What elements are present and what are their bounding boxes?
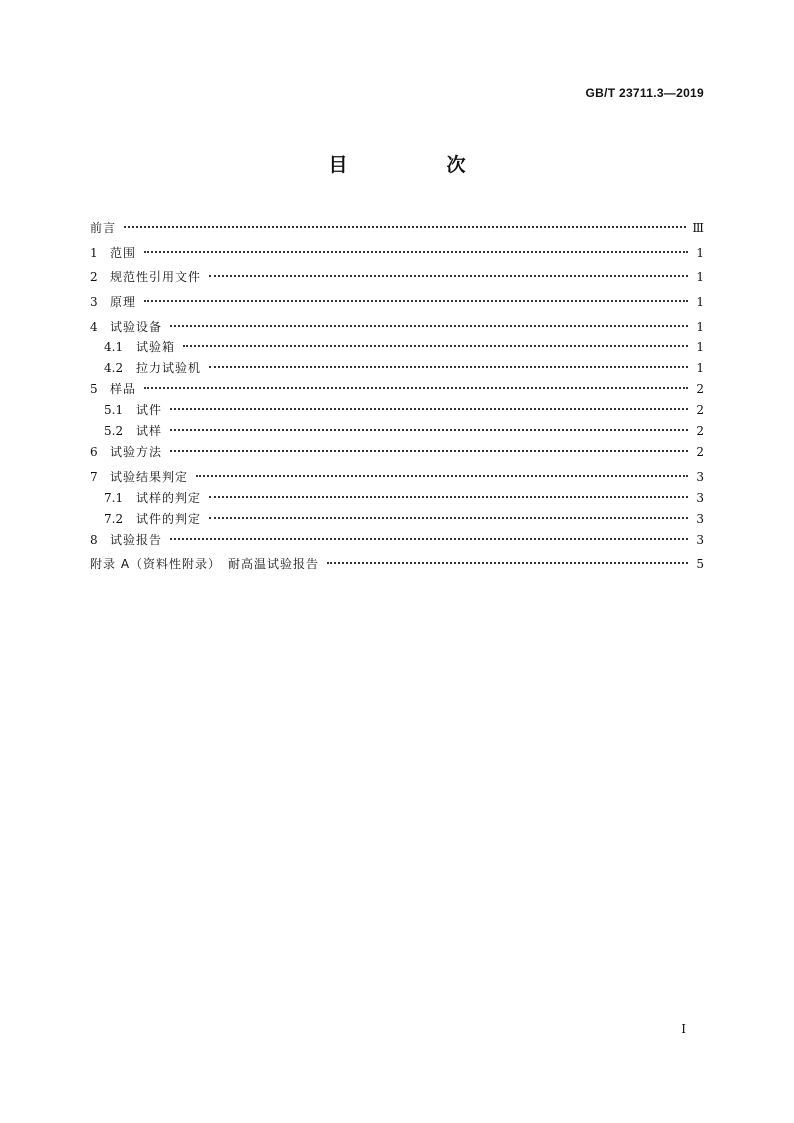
toc-entry-page: 1 bbox=[696, 270, 704, 285]
toc-entry-page: 1 bbox=[696, 319, 704, 334]
toc-entry-label: 规范性引用文件 bbox=[110, 270, 202, 285]
toc-entry-label: 附录 A（资料性附录） 耐高温试验报告 bbox=[90, 557, 320, 572]
toc-leader-dots bbox=[170, 394, 688, 410]
toc-entry-page: Ⅲ bbox=[692, 221, 704, 235]
toc-entry-page: 3 bbox=[696, 469, 704, 484]
toc-entry-label: 试样 bbox=[136, 424, 163, 439]
toc-entry-label: 试验设备 bbox=[110, 319, 163, 334]
toc-leader-dots bbox=[196, 461, 688, 477]
toc-entry-number: 5 bbox=[90, 382, 98, 397]
toc-entry-number: 4 bbox=[90, 319, 98, 334]
toc-leader-dots bbox=[144, 237, 688, 253]
toc-entry-label: 试验箱 bbox=[136, 340, 176, 355]
toc-entry-number: 1 bbox=[90, 245, 98, 260]
toc-entry-page: 2 bbox=[696, 403, 704, 418]
toc-entry-number: 6 bbox=[90, 445, 98, 460]
toc-entry-number: 5.2 bbox=[104, 424, 124, 439]
toc-entry-label: 样品 bbox=[110, 382, 137, 397]
toc-entry-page: 3 bbox=[696, 511, 704, 526]
toc-entry-page: 2 bbox=[696, 382, 704, 397]
toc-entry-number: 3 bbox=[90, 295, 98, 310]
toc-entry-number: 7 bbox=[90, 469, 98, 484]
toc-leader-dots bbox=[209, 503, 688, 519]
toc-entry-number: 8 bbox=[90, 532, 98, 547]
toc-leader-dots bbox=[170, 311, 688, 327]
toc-leader-dots bbox=[144, 286, 688, 302]
toc-entry-label: 试验报告 bbox=[110, 532, 163, 547]
toc-entry-page: 1 bbox=[696, 340, 704, 355]
toc-leader-dots bbox=[209, 482, 688, 498]
toc-entry-label: 拉力试验机 bbox=[136, 361, 202, 376]
toc-leader-dots bbox=[170, 524, 688, 540]
toc-entry-page: 3 bbox=[696, 532, 704, 547]
toc-entry-label: 试验结果判定 bbox=[110, 469, 189, 484]
toc-entry-label: 原理 bbox=[110, 295, 137, 310]
toc-entry-label: 前言 bbox=[90, 221, 117, 235]
toc-entry-label: 试件 bbox=[136, 403, 163, 418]
toc-leader-dots bbox=[209, 352, 688, 368]
toc-leader-dots bbox=[209, 261, 688, 277]
toc-leader-dots bbox=[183, 331, 688, 347]
toc-leader-dots bbox=[144, 373, 688, 389]
page-title: 目 次 bbox=[328, 154, 506, 176]
toc-entry-label: 试验方法 bbox=[110, 445, 163, 460]
toc-entry-page: 3 bbox=[696, 490, 704, 505]
toc-entry-annex-a[interactable] bbox=[90, 552, 704, 577]
standard-number: GB/T 23711.3—2019 bbox=[585, 86, 704, 100]
toc-entry-page: 1 bbox=[696, 295, 704, 310]
toc-leader-dots bbox=[327, 548, 688, 564]
toc-entry-label: 范围 bbox=[110, 245, 137, 260]
toc-leader-dots bbox=[124, 212, 686, 228]
toc-entry-number: 2 bbox=[90, 270, 98, 285]
toc-leader-dots bbox=[170, 415, 688, 431]
page-number: I bbox=[681, 1022, 686, 1036]
table-of-contents bbox=[90, 216, 704, 577]
toc-entry-number: 4.2 bbox=[104, 361, 124, 376]
toc-leader-dots bbox=[170, 436, 688, 452]
toc-entry-page: 5 bbox=[696, 557, 704, 572]
toc-entry-number: 5.1 bbox=[104, 403, 124, 418]
toc-entry-page: 2 bbox=[696, 424, 704, 439]
toc-entry-label: 试样的判定 bbox=[136, 490, 202, 505]
toc-entry-number: 7.1 bbox=[104, 490, 124, 505]
toc-entry-number: 7.2 bbox=[104, 511, 124, 526]
toc-entry-page: 2 bbox=[696, 445, 704, 460]
toc-entry-page: 1 bbox=[696, 361, 704, 376]
toc-entry-label: 试件的判定 bbox=[136, 511, 202, 526]
toc-entry-page: 1 bbox=[696, 245, 704, 260]
toc-entry-number: 4.1 bbox=[104, 340, 124, 355]
